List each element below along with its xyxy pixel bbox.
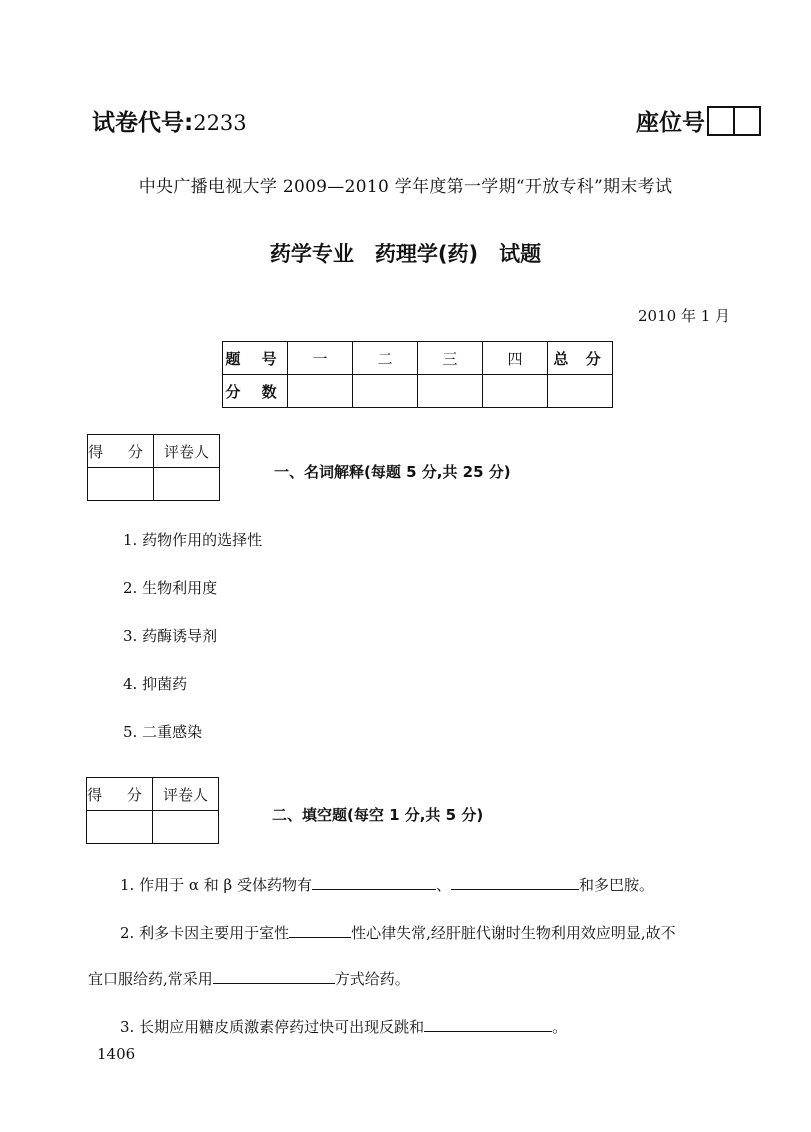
grader-score-cell (88, 468, 154, 501)
seat-number (636, 104, 761, 137)
score-table-col-total: 总 分 (548, 342, 613, 375)
score-table-score-row (223, 375, 613, 408)
fill-blank[interactable] (312, 873, 436, 890)
section1-item: 4. 抑菌药 (123, 675, 188, 693)
fill-q2-text-a: 2. 利多卡因主要用于室性 (120, 924, 290, 942)
score-table-col-4: 四 (483, 342, 548, 375)
score-table-col-2: 二 (353, 342, 418, 375)
score-table-col-1: 一 (288, 342, 353, 375)
fill-q1-text-c: 和多巴胺。 (578, 876, 654, 894)
section1-item: 1. 药物作用的选择性 (123, 531, 263, 549)
score-cell (353, 375, 418, 408)
grader-name-label: 评卷人 (154, 435, 220, 468)
grader-name-cell (154, 468, 220, 501)
score-cell (483, 375, 548, 408)
fill-q2-text-c: 宜口服给药,常采用 (88, 970, 213, 988)
fill-question-1 (120, 873, 654, 896)
score-table-row2-label: 分 数 (223, 375, 288, 408)
fill-q3-text-b: 。 (552, 1018, 568, 1036)
grader-score-label: 得 分 (87, 778, 153, 811)
fill-blank[interactable] (213, 967, 335, 984)
section1-heading: 一、名词解释(每题 5 分,共 25 分) (274, 463, 511, 481)
grader-score-label: 得 分 (88, 435, 154, 468)
fill-question-3 (120, 1015, 567, 1038)
seat-box (707, 106, 735, 136)
grader-name-label: 评卷人 (153, 778, 219, 811)
paper-code (92, 104, 247, 137)
score-table-col-3: 三 (418, 342, 483, 375)
seat-number-boxes (707, 106, 761, 136)
grader-table-section1 (87, 434, 220, 501)
seat-number-label: 座位号 (636, 110, 705, 136)
page-number: 1406 (97, 1045, 136, 1063)
score-cell (418, 375, 483, 408)
section1-item: 3. 药酶诱导剂 (123, 627, 218, 645)
fill-question-2-cont (88, 967, 410, 990)
seat-box (735, 106, 761, 136)
exam-title: 药学专业 药理学(药) 试题 (269, 242, 542, 266)
fill-blank[interactable] (289, 921, 351, 938)
fill-q1-text-b: 、 (435, 876, 451, 894)
fill-question-2 (120, 921, 676, 944)
section1-item: 2. 生物利用度 (123, 579, 218, 597)
paper-code-label: 试卷代号: (92, 110, 194, 136)
section1-item: 5. 二重感染 (123, 723, 203, 741)
exam-date: 2010 年 1 月 (638, 307, 731, 325)
fill-q2-text-d: 方式给药。 (334, 970, 410, 988)
exam-header: 中央广播电视大学 2009—2010 学年度第一学期“开放专科”期末考试 (138, 177, 673, 197)
score-table-header-row (223, 342, 613, 375)
grader-table-section2 (86, 777, 219, 844)
fill-blank[interactable] (424, 1015, 552, 1032)
score-table (222, 341, 613, 408)
paper-code-value: 2233 (193, 111, 247, 135)
score-cell (288, 375, 353, 408)
fill-blank[interactable] (451, 873, 579, 890)
section2-heading: 二、填空题(每空 1 分,共 5 分) (272, 806, 484, 824)
grader-score-cell (87, 811, 153, 844)
grader-name-cell (153, 811, 219, 844)
fill-q1-text-a: 1. 作用于 α 和 β 受体药物有 (120, 876, 312, 894)
fill-q3-text-a: 3. 长期应用糖皮质激素停药过快可出现反跳和 (120, 1018, 425, 1036)
fill-q2-text-b: 性心律失常,经肝脏代谢时生物利用效应明显,故不 (351, 924, 676, 942)
score-table-row1-label: 题 号 (223, 342, 288, 375)
score-cell (548, 375, 613, 408)
